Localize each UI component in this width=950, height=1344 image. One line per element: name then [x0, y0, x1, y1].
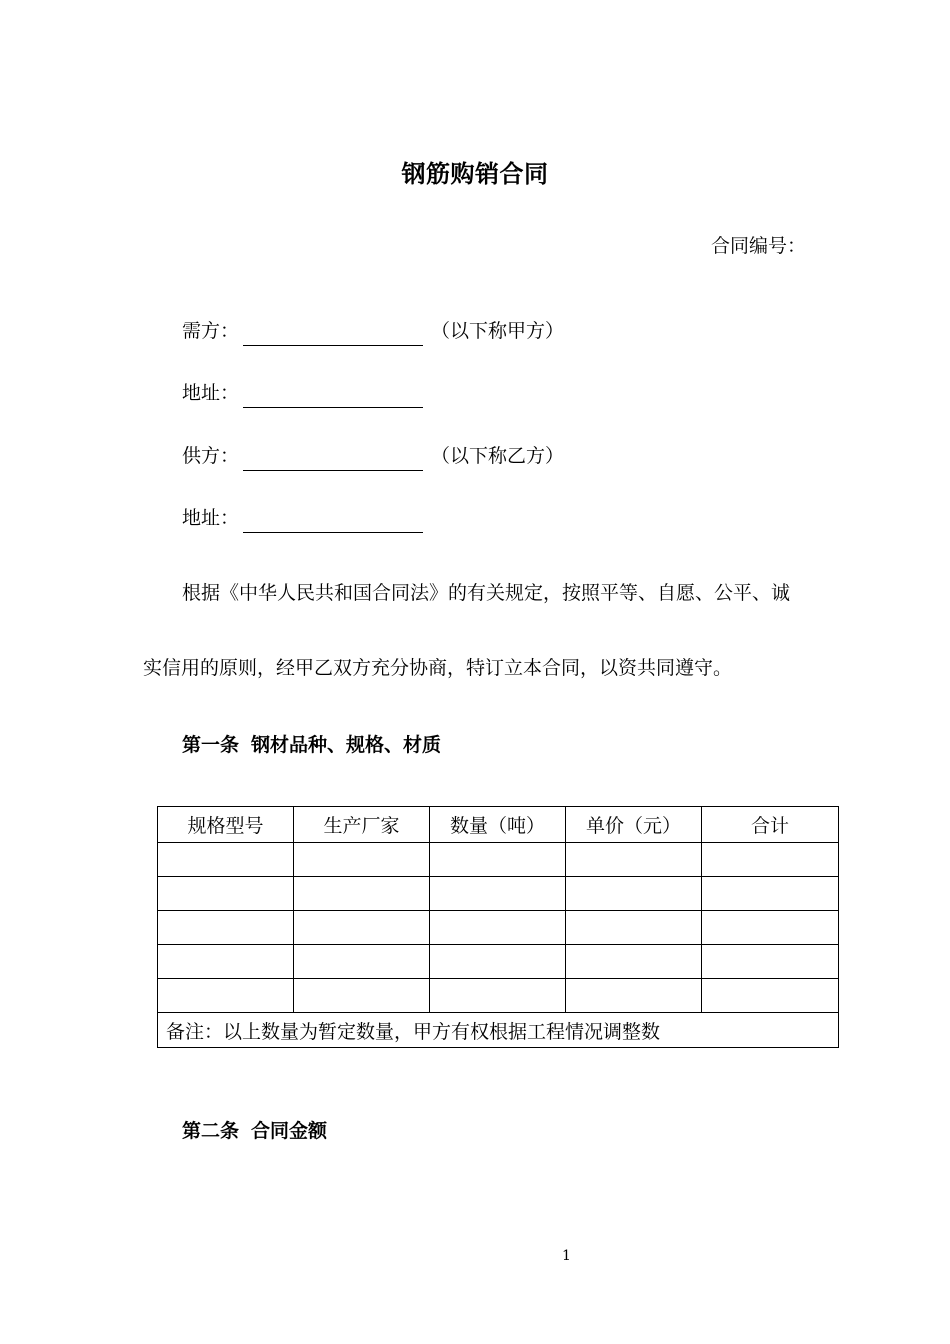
buyer-address-line: [182, 378, 423, 408]
table-cell[interactable]: [566, 945, 702, 979]
buyer-label: 需方：: [182, 320, 240, 342]
intro-line-2: 实信用的原则，经甲乙双方充分协商，特订立本合同，以资共同遵守。: [143, 657, 733, 679]
table-cell[interactable]: [158, 945, 294, 979]
header-unit-price: 单价（元）: [566, 807, 702, 843]
contract-number-label: 合同编号：: [711, 235, 807, 257]
header-total: 合计: [702, 807, 839, 843]
page-number: 1: [562, 1248, 571, 1264]
table-cell[interactable]: [158, 979, 294, 1013]
header-quantity: 数量（吨）: [430, 807, 566, 843]
buyer-line: [182, 316, 564, 346]
table-cell[interactable]: [702, 911, 839, 945]
seller-label: 供方：: [182, 445, 240, 467]
table-row: [158, 911, 839, 945]
table-cell[interactable]: [566, 843, 702, 877]
steel-spec-table: [157, 806, 839, 1048]
buyer-suffix: （以下称甲方）: [431, 320, 565, 342]
buyer-address-label: 地址：: [182, 382, 240, 404]
table-cell[interactable]: [702, 979, 839, 1013]
table-cell[interactable]: [294, 911, 430, 945]
table-cell[interactable]: [158, 877, 294, 911]
seller-name-blank: [243, 448, 423, 471]
header-manufacturer: 生产厂家: [294, 807, 430, 843]
table-cell[interactable]: [294, 877, 430, 911]
table-header-row: [158, 807, 839, 843]
table-cell[interactable]: [158, 911, 294, 945]
table-cell[interactable]: [702, 843, 839, 877]
buyer-address-blank: [243, 385, 423, 408]
seller-suffix: （以下称乙方）: [431, 445, 565, 467]
table-cell[interactable]: [430, 945, 566, 979]
article-2-title: 合同金额: [251, 1120, 328, 1142]
intro-line-1: 根据《中华人民共和国合同法》的有关规定，按照平等、自愿、公平、诚: [182, 582, 791, 604]
article-1-heading: [182, 730, 441, 757]
article-2-heading: [182, 1116, 327, 1143]
article-1-title: 钢材品种、规格、材质: [251, 734, 442, 756]
table-note-row: [158, 1013, 839, 1048]
table-cell[interactable]: [294, 979, 430, 1013]
seller-line: [182, 441, 564, 471]
seller-address-label: 地址：: [182, 507, 240, 529]
seller-address-blank: [243, 510, 423, 533]
table-row: [158, 877, 839, 911]
table-cell[interactable]: [430, 979, 566, 1013]
table-cell[interactable]: [430, 911, 566, 945]
table-cell[interactable]: [294, 843, 430, 877]
table-cell[interactable]: [430, 877, 566, 911]
article-2-number: 第二条: [182, 1120, 240, 1142]
table-row: [158, 979, 839, 1013]
buyer-name-blank: [243, 323, 423, 346]
seller-address-line: [182, 503, 423, 533]
table-cell[interactable]: [158, 843, 294, 877]
document-title: 钢筋购销合同: [401, 160, 549, 188]
table-cell[interactable]: [566, 979, 702, 1013]
table-row: [158, 843, 839, 877]
table-cell[interactable]: [294, 945, 430, 979]
table-row: [158, 945, 839, 979]
article-1-number: 第一条: [182, 734, 240, 756]
table-cell[interactable]: [430, 843, 566, 877]
table-cell[interactable]: [566, 877, 702, 911]
table-cell[interactable]: [702, 877, 839, 911]
table-note: 备注：以上数量为暂定数量，甲方有权根据工程情况调整数: [158, 1013, 839, 1048]
table-cell[interactable]: [566, 911, 702, 945]
header-spec-model: 规格型号: [158, 807, 294, 843]
table-cell[interactable]: [702, 945, 839, 979]
